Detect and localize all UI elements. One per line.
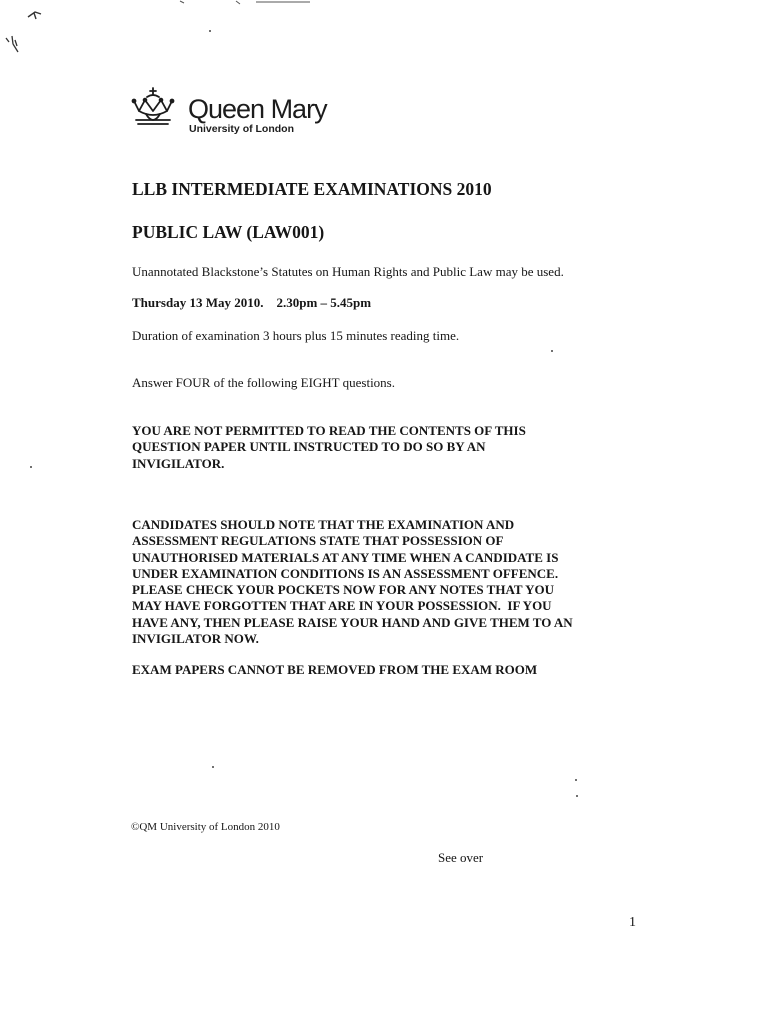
removal-notice: EXAM PAPERS CANNOT BE REMOVED FROM THE EXAM ROOM	[132, 662, 538, 677]
scan-speck	[575, 779, 577, 781]
candidates-warning-notice	[132, 517, 573, 647]
exam-duration: Duration of examination 3 hours plus 15 minutes reading time.	[132, 328, 460, 343]
scan-speck	[30, 466, 32, 468]
notice-line: QUESTION PAPER UNTIL INSTRUCTED TO DO SO BY AN	[132, 439, 486, 455]
notice-line: CANDIDATES SHOULD NOTE THAT THE EXAMINATION AND	[132, 517, 515, 532]
answer-instruction: Answer FOUR of the following EIGHT questions.	[132, 375, 395, 390]
page-number: 1	[629, 915, 636, 930]
notice-line: UNDER EXAMINATION CONDITIONS IS AN ASSESSMENT OFFENCE.	[132, 565, 559, 581]
scan-mark-top-left	[26, 8, 44, 22]
notice-line: MAY HAVE FORGOTTEN THAT ARE IN YOUR POSSESSION. IF YOU	[132, 598, 552, 614]
course-title: PUBLIC LAW (LAW001)	[132, 222, 325, 242]
notice-line: HAVE ANY, THEN PLEASE RAISE YOUR HAND AND GIVE THEM TO AN	[132, 614, 573, 630]
university-logo	[130, 86, 330, 136]
exam-date-time: Thursday 13 May 2010. 2.30pm – 5.45pm	[132, 295, 372, 310]
scan-speck	[209, 30, 211, 32]
crown-crest-icon	[130, 86, 176, 132]
materials-note: Unannotated Blackstone’s Statutes on Human Rights and Public Law may be used.	[132, 264, 564, 279]
scan-mark-left-edge	[3, 30, 25, 58]
read-warning-notice	[132, 423, 526, 472]
institution-name: Queen Mary	[188, 94, 327, 124]
notice-line: YOU ARE NOT PERMITTED TO READ THE CONTENTS OF THIS	[132, 423, 526, 438]
institution-subtitle: University of London	[189, 123, 294, 135]
scan-speck	[212, 766, 214, 768]
notice-line: PLEASE CHECK YOUR POCKETS NOW FOR ANY NOTES THAT YOU	[132, 582, 554, 598]
scan-mark-top-edge	[170, 0, 320, 6]
notice-line: ASSESSMENT REGULATIONS STATE THAT POSSESSION OF	[132, 533, 504, 549]
copyright-notice: ©QM University of London 2010	[131, 821, 280, 833]
exam-title: LLB INTERMEDIATE EXAMINATIONS 2010	[132, 179, 492, 199]
scan-speck	[551, 350, 553, 352]
notice-line: INVIGILATOR.	[132, 455, 225, 471]
notice-line: UNAUTHORISED MATERIALS AT ANY TIME WHEN A CANDIDATE IS	[132, 549, 559, 565]
notice-line: INVIGILATOR NOW.	[132, 631, 259, 647]
see-over-label: See over	[438, 850, 484, 865]
scan-speck	[576, 795, 578, 797]
